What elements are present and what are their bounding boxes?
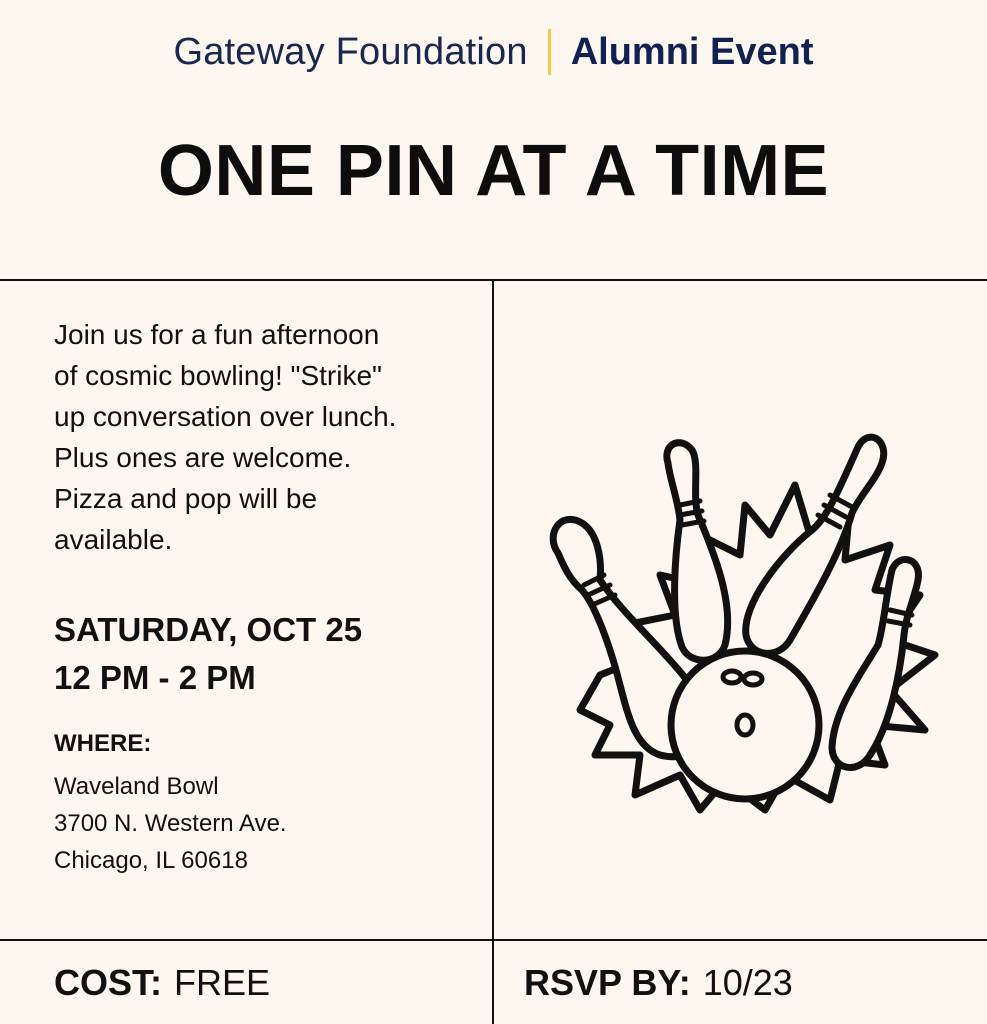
event-header bbox=[0, 22, 987, 82]
center-divider-line bbox=[492, 280, 494, 1024]
event-type: Alumni Event bbox=[570, 30, 814, 73]
event-time: 12 PM - 2 PM bbox=[54, 659, 256, 696]
event-address bbox=[54, 768, 287, 879]
description-line: Plus ones are welcome. bbox=[54, 442, 352, 473]
rsvp-value: 10/23 bbox=[702, 962, 793, 1003]
street-address: 3700 N. Western Ave. bbox=[54, 810, 287, 837]
description-line: up conversation over lunch. bbox=[54, 401, 397, 432]
description-line: of cosmic bowling! "Strike" bbox=[54, 360, 382, 391]
cost-info bbox=[54, 958, 270, 1008]
bowling-pins-and-ball-icon bbox=[540, 425, 950, 825]
description-line: Join us for a fun afternoon bbox=[54, 319, 380, 350]
footer-divider-line bbox=[0, 939, 987, 941]
header-divider bbox=[548, 29, 551, 75]
cost-label: COST: bbox=[54, 962, 162, 1003]
organization-name: Gateway Foundation bbox=[173, 30, 528, 73]
event-schedule bbox=[54, 606, 362, 702]
city-state-zip: Chicago, IL 60618 bbox=[54, 847, 248, 874]
event-description bbox=[54, 314, 474, 560]
event-date: SATURDAY, OCT 25 bbox=[54, 611, 363, 648]
page-title: ONE PIN AT A TIME bbox=[157, 131, 830, 211]
description-line: available. bbox=[54, 524, 173, 555]
cost-value: FREE bbox=[174, 962, 271, 1003]
rsvp-info bbox=[524, 958, 793, 1008]
venue-name: Waveland Bowl bbox=[54, 773, 219, 800]
where-label: WHERE: bbox=[54, 730, 152, 757]
rsvp-label: RSVP BY: bbox=[524, 962, 691, 1003]
description-line: Pizza and pop will be bbox=[54, 483, 318, 514]
